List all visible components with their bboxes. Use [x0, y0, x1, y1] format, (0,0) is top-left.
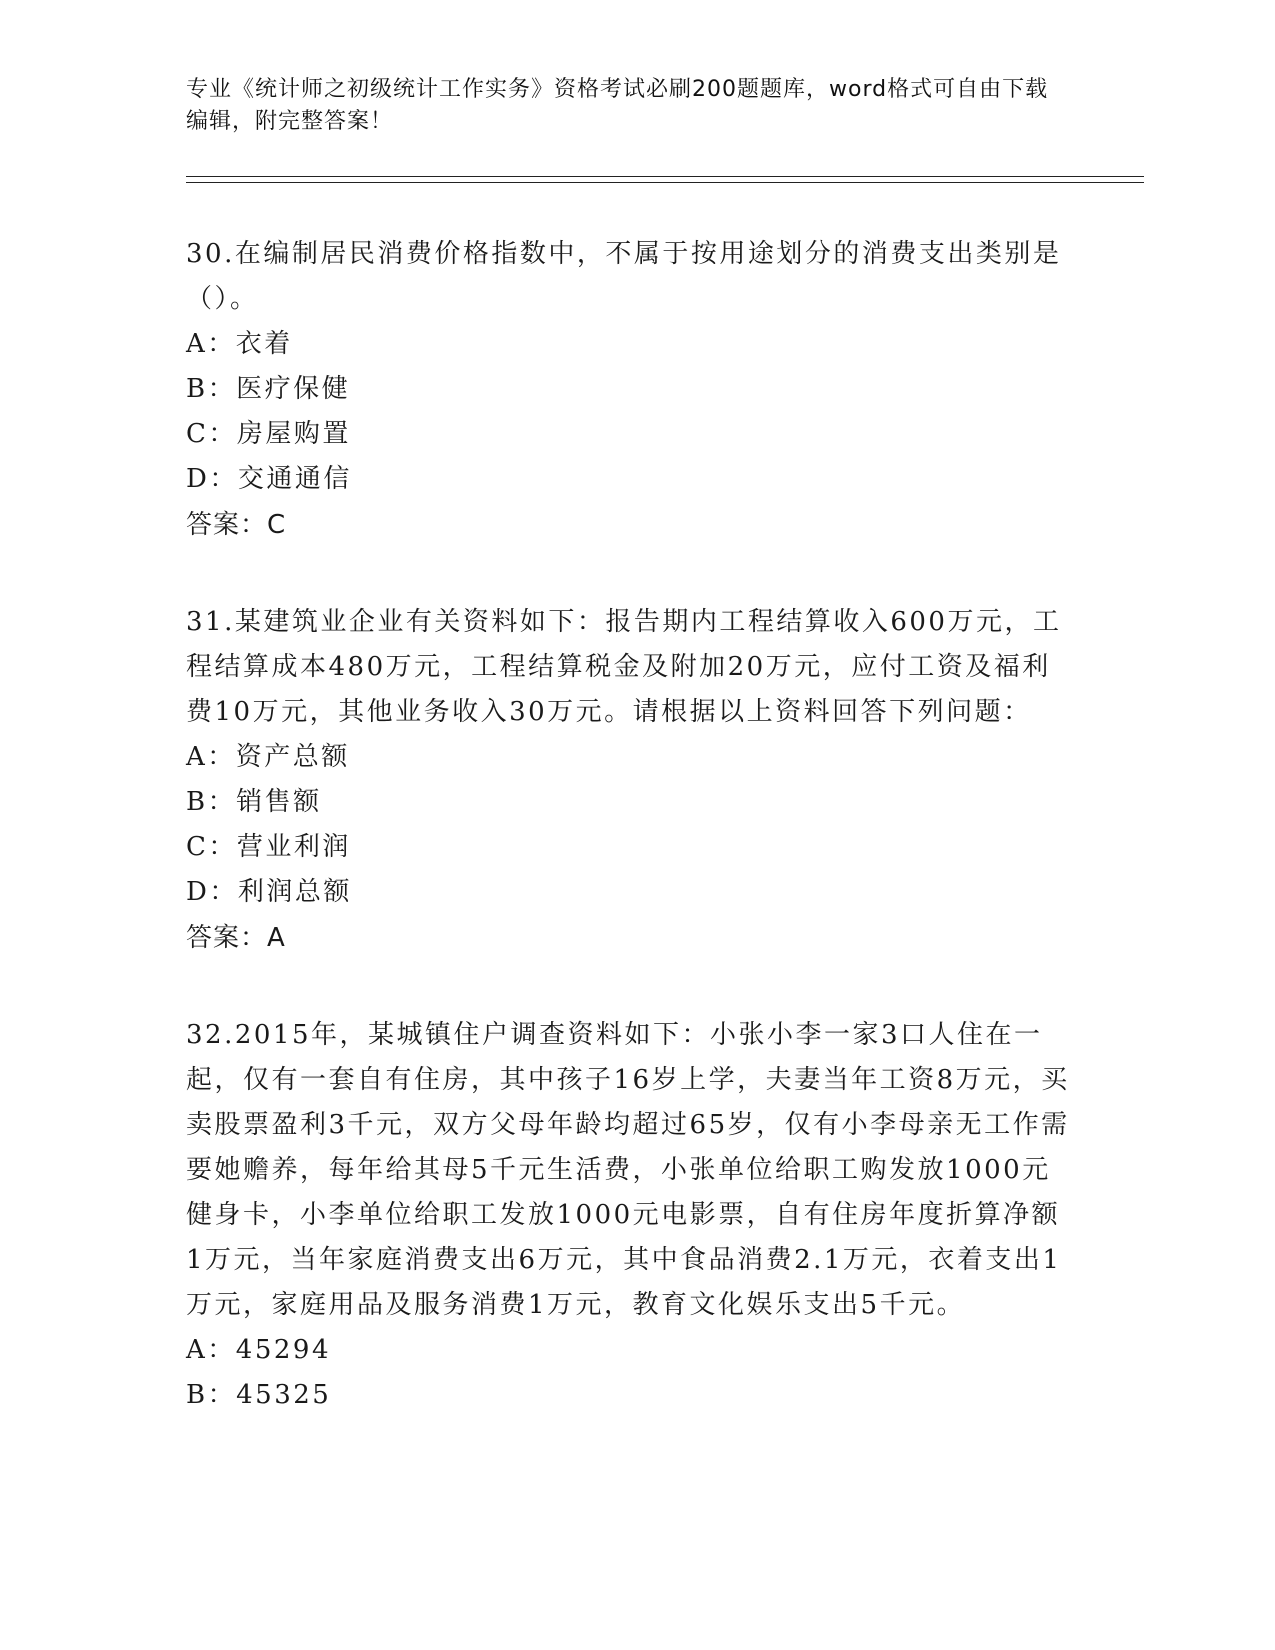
- option-c: C：营业利润: [186, 832, 351, 862]
- document-header: 专业《统计师之初级统计工作实务》资格考试必刷200题题库，word格式可自由下载编辑，附完整答案！: [186, 77, 1049, 134]
- question-32: [186, 1013, 1076, 1418]
- option-c: C：房屋购置: [186, 419, 351, 449]
- header-divider-bottom: [186, 182, 1144, 183]
- option-b: B：销售额: [186, 787, 322, 817]
- option-b: B：45325: [186, 1380, 332, 1410]
- answer-label: 答案：C: [186, 510, 287, 540]
- option-d: D：利润总额: [186, 877, 352, 907]
- answer-label: 答案：A: [186, 923, 286, 953]
- option-b: B：医疗保健: [186, 374, 351, 404]
- question-31: [186, 600, 1076, 961]
- option-a: A：45294: [186, 1335, 331, 1365]
- question-stem: 31.某建筑业企业有关资料如下：报告期内工程结算收入600万元，工程结算成本480万元，工程结算税金及附加20万元，应付工资及福利费10万元，其他业务收入30万元。请根据以上资料回答下列问题：: [186, 607, 1062, 727]
- question-stem: 30.在编制居民消费价格指数中，不属于按用途划分的消费支出类别是（）。: [186, 239, 1062, 314]
- question-stem: 32.2015年，某城镇住户调查资料如下：小张小李一家3口人住在一起，仅有一套自有住房，其中孩子16岁上学，夫妻当年工资8万元，买卖股票盈利3千元，双方父母年龄均超过65岁，仅有小李母亲无工作需要她赡养，每年给其母5千元生活费，小张单位给职工购发放1000元健身卡，小李单位给职工发放1000元电影票，自有住房年度折算净额1万元，当年家庭消费支出6万元，其中食品消费2.1万元，衣着支出1万元，家庭用品及服务消费1万元，教育文化娱乐支出5千元。: [186, 1020, 1070, 1320]
- question-list: [186, 232, 1076, 1470]
- option-a: A：衣着: [186, 329, 293, 359]
- header-divider-top: [186, 176, 1144, 177]
- option-d: D：交通通信: [186, 464, 352, 494]
- question-30: [186, 232, 1076, 548]
- option-a: A：资产总额: [186, 742, 350, 772]
